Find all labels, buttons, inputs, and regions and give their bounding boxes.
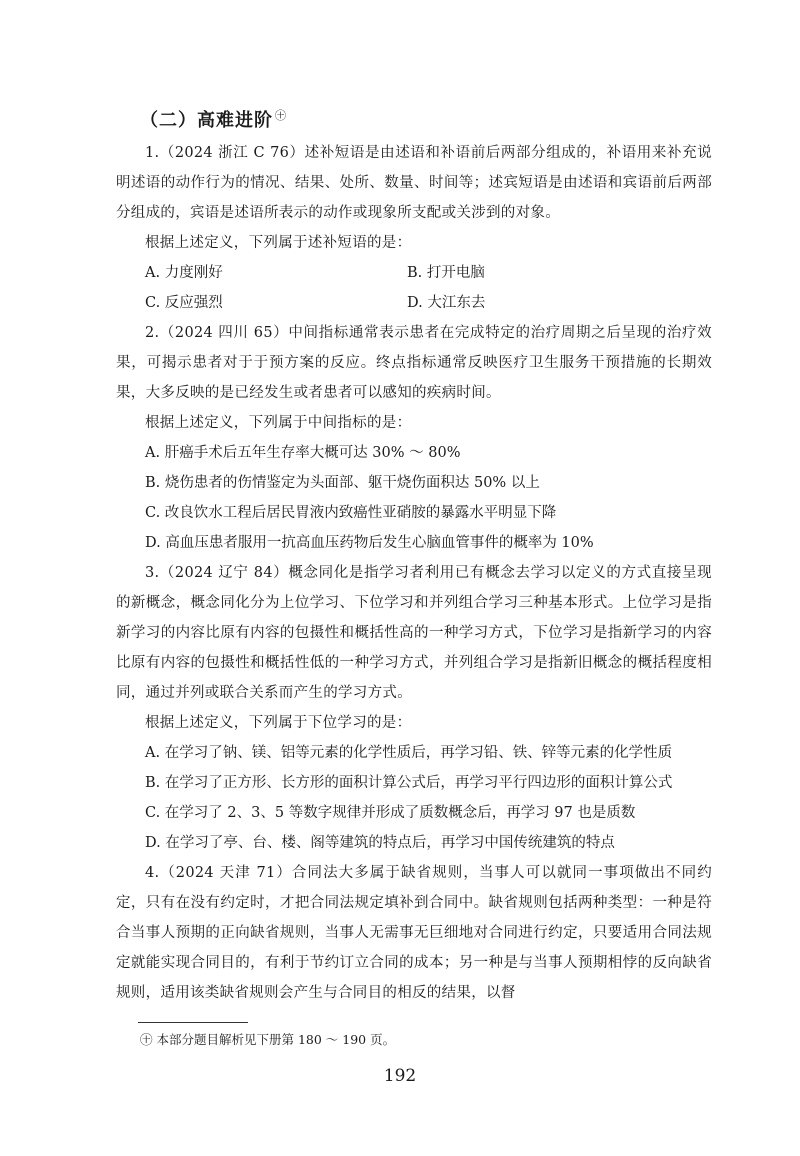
question-3-stem: 3.（2024 辽宁 84）概念同化是指学习者利用已有概念去学习以定义的方式直接呈现的新概念，概念同化分为上位学习、下位学习和并列组合学习三种基本形式。上位学习是指新学习的内容比原有内容的包摄性和概括性高的一种学习方式，下位学习是指新学习的内容比原有内容的包摄性和概括性低的一种学习方式，并列组合学习是指新旧概念的概括程度相同，通过并列或联合关系而产生的学习方式。	[116, 565, 712, 701]
footnote: ㊉ 本部分题目解析见下册第 180 ～ 190 页。	[140, 1032, 396, 1047]
page-number: 192	[383, 1066, 417, 1086]
question-1-option-c: C. 反应强烈	[145, 295, 223, 311]
question-3-option-c: C. 在学习了 2、3、5 等数字规律并形成了质数概念后，再学习 97 也是质数	[145, 805, 636, 821]
question-1-option-a: A. 力度刚好	[145, 265, 223, 281]
question-1-option-d: D. 大江东去	[407, 295, 486, 311]
question-3-option-a: A. 在学习了钠、镁、铝等元素的化学性质后，再学习铅、铁、锌等元素的化学性质	[145, 745, 673, 761]
question-1-prompt: 根据上述定义，下列属于述补短语的是：	[145, 235, 412, 251]
question-3-option-b: B. 在学习了正方形、长方形的面积计算公式后，再学习平行四边形的面积计算公式	[145, 775, 673, 791]
document-body	[116, 138, 712, 1008]
footnote-divider	[138, 1022, 248, 1023]
footnote-mark-icon: ㊉	[275, 109, 287, 122]
question-1-option-b: B. 打开电脑	[407, 265, 485, 281]
question-2-option-d: D. 高血压患者服用一抗高血压药物后发生心脑血管事件的概率为 10%	[145, 535, 594, 551]
question-1-stem: 1.（2024 浙江 C 76）述补短语是由述语和补语前后两部分组成的，补语用来补充说明述语的动作行为的情况、结果、处所、数量、时间等；述宾短语是由述语和宾语前后两部分组成的，宾语是述语所表示的动作或现象所支配或关涉到的对象。	[116, 145, 712, 221]
question-1-options-row-1	[116, 258, 712, 288]
question-3-prompt: 根据上述定义，下列属于下位学习的是：	[145, 715, 412, 731]
section-title	[140, 106, 287, 132]
question-1-options-row-2	[116, 288, 712, 318]
question-2-option-b: B. 烧伤患者的伤情鉴定为头面部、躯干烧伤面积达 50% 以上	[145, 475, 540, 491]
question-2-option-c: C. 改良饮水工程后居民胃液内致癌性亚硝胺的暴露水平明显下降	[145, 505, 557, 521]
question-2-stem: 2.（2024 四川 65）中间指标通常表示患者在完成特定的治疗周期之后呈现的治疗效果，可揭示患者对于于预方案的反应。终点指标通常反映医疗卫生服务干预措施的长期效果，大多反映的是已经发生或者患者可以感知的疾病时间。	[116, 325, 712, 401]
question-4-stem: 4.（2024 天津 71）合同法大多属于缺省规则，当事人可以就同一事项做出不同约定，只有在没有约定时，才把合同法规定填补到合同中。缺省规则包括两种类型：一种是符合当事人预期的正向缺省规则，当事人无需事无巨细地对合同进行约定，只要适用合同法规定就能实现合同目的，有利于节约订立合同的成本；另一种是与当事人预期相悖的反向缺省规则，适用该类缺省规则会产生与合同目的相反的结果，以督	[116, 865, 712, 1001]
question-3-option-d: D. 在学习了亭、台、楼、阁等建筑的特点后，再学习中国传统建筑的特点	[145, 835, 615, 851]
section-title-text: （二）高难进阶	[140, 110, 273, 131]
question-2-prompt: 根据上述定义，下列属于中间指标的是：	[145, 415, 412, 431]
question-2-option-a: A. 肝癌手术后五年生存率大概可达 30% ～ 80%	[145, 445, 461, 461]
